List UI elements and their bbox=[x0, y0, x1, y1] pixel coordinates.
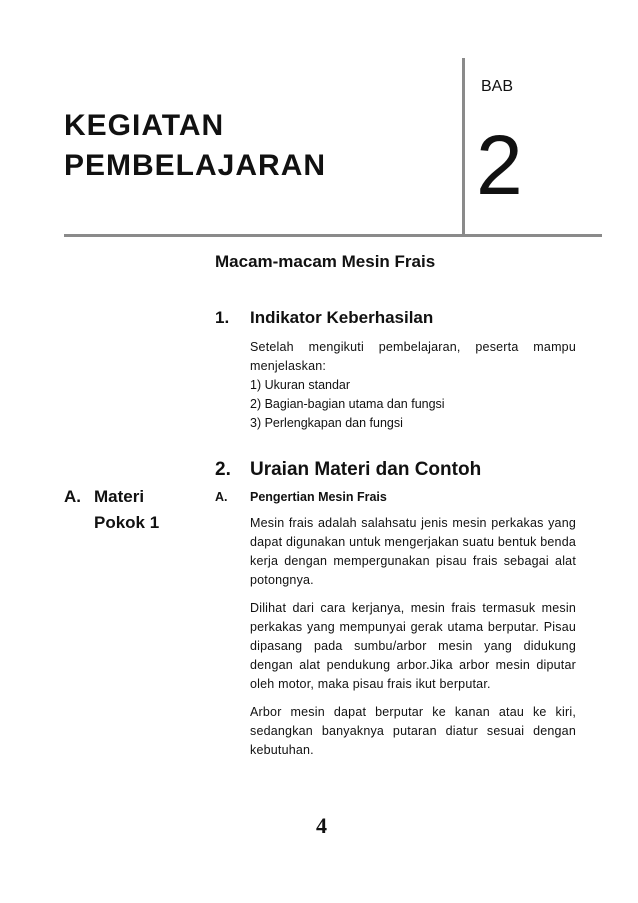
paragraph-1: Mesin frais adalah salahsatu jenis mesin perkakas yang dapat digunakan untuk mengerjakan suatu bentuk benda kerja dengan mempergunakan pisau frais sebagai alat potongnya. bbox=[250, 516, 576, 587]
indicator-item: 1) Ukuran standar bbox=[250, 378, 351, 392]
page-number: 4 bbox=[316, 813, 327, 838]
paragraph-2: Dilihat dari cara kerjanya, mesin frais termasuk mesin perkakas yang mempunyai gerak utama berputar. Pisau dipasang pada sumbu/arbor mesin yang didukung dengan alat pendukung arbor.Jika arbor mesin diputar oleh motor, maka pisau frais ikut berputar. bbox=[250, 601, 576, 691]
indicator-item: 2) Bagian-bagian utama dan fungsi bbox=[250, 397, 445, 411]
paragraph-3: Arbor mesin dapat berputar ke kanan atau ke kiri, sedangkan banyaknya putaran diatur sesuai dengan kebutuhan. bbox=[250, 705, 576, 757]
chapter-title bbox=[64, 106, 326, 186]
chapter-title-line2: PEMBELAJARAN bbox=[64, 149, 327, 182]
sidebar-line2: Pokok 1 bbox=[94, 513, 160, 532]
sidebar-materi-pokok bbox=[64, 484, 159, 536]
section2-heading: Uraian Materi dan Contoh bbox=[250, 459, 482, 480]
indicator-item: 3) Perlengkapan dan fungsi bbox=[250, 416, 403, 430]
section2-number: 2. bbox=[215, 459, 231, 480]
header-horizontal-divider bbox=[64, 234, 602, 237]
section1-heading: Indikator Keberhasilan bbox=[250, 308, 434, 327]
header-vertical-divider bbox=[462, 58, 465, 236]
subsection-title: Pengertian Mesin Frais bbox=[250, 490, 387, 504]
chapter-title-line1: KEGIATAN bbox=[64, 109, 225, 142]
sidebar-letter: A. bbox=[64, 487, 81, 506]
section1-intro: Setelah mengikuti pembelajaran, peserta mampu menjelaskan: bbox=[250, 340, 576, 373]
bab-number: 2 bbox=[476, 118, 523, 212]
indicator-list bbox=[250, 376, 576, 433]
lesson-subtitle: Macam-macam Mesin Frais bbox=[215, 252, 436, 271]
section1-number: 1. bbox=[215, 308, 230, 327]
sidebar-line1: Materi bbox=[94, 487, 145, 506]
bab-label: BAB bbox=[481, 78, 514, 95]
subsection-letter: A. bbox=[215, 490, 228, 504]
